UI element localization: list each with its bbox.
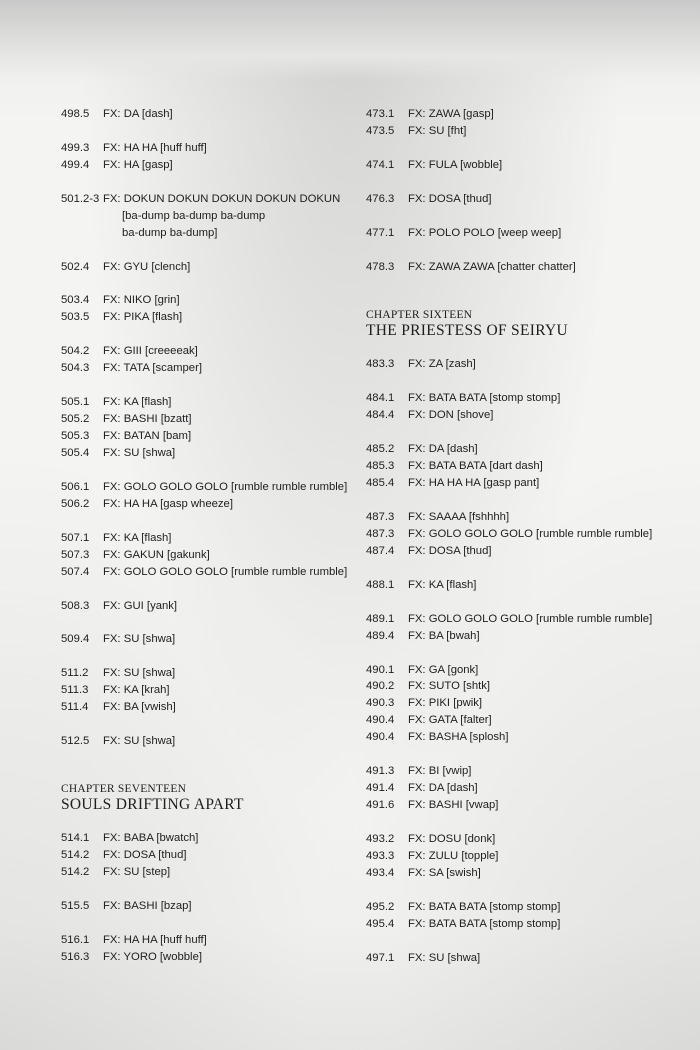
fx-text xyxy=(408,577,666,594)
fx-line: FX: FULA [wobble] xyxy=(408,158,503,171)
page-number: 473.1 xyxy=(366,108,395,120)
page-number: 497.1 xyxy=(366,951,395,964)
fx-text xyxy=(408,899,666,916)
fx-text xyxy=(408,191,666,208)
page-number: 487.3 xyxy=(366,511,395,523)
fx-line: FX: BASHA [splosh] xyxy=(408,731,509,744)
fx-entry xyxy=(366,509,666,526)
fx-line: FX: GIII [creeeeak] xyxy=(103,345,198,358)
page-number: 476.3 xyxy=(366,192,395,205)
fx-line: FX: GOLO GOLO GOLO [rumble rumble rumble] xyxy=(408,612,653,625)
fx-line: FX: GOLO GOLO GOLO [rumble rumble rumble] xyxy=(408,527,653,540)
fx-entry xyxy=(61,191,351,242)
fx-text xyxy=(103,733,351,750)
fx-entry xyxy=(61,140,351,157)
fx-line: FX: GOLO GOLO GOLO [rumble rumble rumble] xyxy=(103,565,348,578)
fx-text xyxy=(103,699,351,716)
page-number: 490.4 xyxy=(366,731,395,744)
fx-entry xyxy=(61,733,351,750)
fx-line: FX: KA [krah] xyxy=(103,684,170,697)
fx-line: FX: BASHI [bzap] xyxy=(103,899,192,912)
fx-entry xyxy=(366,407,666,424)
fx-text xyxy=(103,106,351,123)
fx-text xyxy=(103,932,351,949)
page-number: 508.3 xyxy=(61,599,90,612)
fx-text xyxy=(103,496,351,513)
fx-line: FX: GUI [yank] xyxy=(103,599,178,612)
page-number: 516.3 xyxy=(61,950,90,963)
left-column xyxy=(61,106,351,966)
fx-text xyxy=(408,780,666,797)
page-number: 490.2 xyxy=(366,680,395,693)
fx-entry xyxy=(61,682,351,699)
fx-text xyxy=(408,865,666,882)
page-number: 511.2 xyxy=(61,667,89,680)
page-number: 488.1 xyxy=(366,578,395,591)
fx-text xyxy=(103,830,351,847)
fx-entry xyxy=(61,309,351,326)
fx-line: FX: HA HA HA [gasp pant] xyxy=(408,477,540,490)
page-number: 484.1 xyxy=(366,392,395,405)
page-number: 514.2 xyxy=(61,848,90,861)
fx-text xyxy=(408,509,666,526)
page-number: 516.1 xyxy=(61,933,90,946)
fx-line: FX: HA [gasp] xyxy=(103,158,173,171)
chapter-label: CHAPTER SIXTEEN xyxy=(366,309,473,322)
page-number: 489.4 xyxy=(366,629,395,642)
fx-text xyxy=(408,678,666,695)
fx-line: FX: HA HA [huff huff] xyxy=(103,141,207,154)
page-number: 507.1 xyxy=(61,531,90,544)
fx-line: FX: BASHI [vwap] xyxy=(408,799,499,812)
fx-line: FX: ZAWA ZAWA [chatter chatter] xyxy=(408,260,576,273)
fx-entry xyxy=(61,360,351,377)
fx-text xyxy=(103,665,351,682)
fx-line: FX: DOSA [thud] xyxy=(408,544,492,557)
fx-entry xyxy=(366,191,666,208)
page-number: 493.4 xyxy=(366,866,395,879)
fx-entry xyxy=(61,479,351,496)
page-number: 499.3 xyxy=(61,141,90,154)
fx-text xyxy=(408,225,666,242)
page-number: 505.2 xyxy=(61,413,90,426)
fx-entry xyxy=(366,916,666,933)
fx-text xyxy=(103,445,351,462)
fx-entry xyxy=(61,564,351,581)
fx-line: FX: NIKO [grin] xyxy=(103,294,180,307)
page-number: 505.1 xyxy=(61,396,90,409)
fx-entry xyxy=(366,225,666,242)
fx-entry xyxy=(61,631,351,648)
fx-entry xyxy=(61,598,351,615)
fx-entry xyxy=(366,848,666,865)
fx-line: FX: SUTO [shtk] xyxy=(408,680,491,693)
page-number: 499.4 xyxy=(61,158,90,171)
fx-entry xyxy=(366,458,666,475)
fx-entry xyxy=(61,830,351,847)
fx-entry xyxy=(366,106,666,123)
fx-entry xyxy=(366,475,666,492)
fx-line: FX: BATA BATA [dart dash] xyxy=(408,460,543,473)
fx-entry xyxy=(61,259,351,276)
fx-entry xyxy=(61,106,351,123)
page-number: 502.4 xyxy=(61,260,90,273)
fx-text xyxy=(408,157,666,174)
fx-entry xyxy=(61,445,351,462)
fx-line: FX: GA [gonk] xyxy=(408,663,479,676)
fx-entry xyxy=(61,496,351,513)
page-number: 491.4 xyxy=(366,782,395,795)
fx-line: FX: KA [flash] xyxy=(103,531,172,544)
fx-text xyxy=(408,475,666,492)
fx-text xyxy=(408,763,666,780)
fx-text xyxy=(408,848,666,865)
fx-text xyxy=(103,343,351,360)
fx-line: FX: BA [vwish] xyxy=(103,701,176,714)
fx-text xyxy=(103,259,351,276)
fx-entry xyxy=(61,530,351,547)
fx-entry xyxy=(61,699,351,716)
fx-entry xyxy=(61,157,351,174)
fx-entry xyxy=(366,865,666,882)
fx-entry xyxy=(366,712,666,729)
page-number: 503.4 xyxy=(61,294,90,307)
fx-line: FX: DA [dash] xyxy=(103,108,173,120)
page-number: 495.2 xyxy=(366,900,395,913)
fx-line: FX: ZAWA [gasp] xyxy=(408,108,494,120)
fx-line: FX: DOSA [thud] xyxy=(103,848,187,861)
fx-text xyxy=(408,628,666,645)
fx-line: FX: SU [shwa] xyxy=(408,951,481,964)
fx-line: FX: HA HA [gasp wheeze] xyxy=(103,497,233,510)
fx-line: FX: BABA [bwatch] xyxy=(103,832,199,845)
page-number: 506.2 xyxy=(61,497,90,510)
fx-line: FX: ZA [zash] xyxy=(408,358,476,371)
fx-entry xyxy=(366,678,666,695)
fx-text xyxy=(408,390,666,407)
fx-line: FX: SU [shwa] xyxy=(103,633,176,646)
chapter-heading-sixteen xyxy=(366,309,666,339)
fx-text xyxy=(408,526,666,543)
page-number: 477.1 xyxy=(366,226,395,239)
fx-line: FX: SA [swish] xyxy=(408,866,481,879)
page-number: 490.3 xyxy=(366,697,395,710)
fx-entry xyxy=(61,932,351,949)
fx-text xyxy=(103,564,351,581)
fx-line: FX: HA HA [huff huff] xyxy=(103,933,207,946)
page-number: 503.5 xyxy=(61,311,90,324)
fx-entry xyxy=(61,665,351,682)
fx-line: FX: DON [shove] xyxy=(408,409,494,422)
fx-text xyxy=(103,292,351,309)
fx-entry xyxy=(61,547,351,564)
page-number: 491.3 xyxy=(366,765,395,778)
fx-line: [ba-dump ba-dump ba-dump xyxy=(122,209,266,222)
page-number: 504.2 xyxy=(61,345,90,358)
page-number: 507.4 xyxy=(61,565,90,578)
fx-entry xyxy=(366,899,666,916)
fx-entry xyxy=(366,259,666,276)
page-number: 493.2 xyxy=(366,833,395,846)
fx-line: FX: PIKA [flash] xyxy=(103,311,183,324)
fx-line: FX: BATAN [bam] xyxy=(103,430,192,443)
page-number: 490.4 xyxy=(366,714,395,727)
fx-list-right-a xyxy=(366,106,666,275)
fx-line: FX: PIKI [pwik] xyxy=(408,697,483,710)
page-number: 505.4 xyxy=(61,446,90,459)
page-number: 509.4 xyxy=(61,633,90,646)
fx-text xyxy=(103,847,351,864)
page-number: 498.5 xyxy=(61,108,90,120)
fx-text xyxy=(408,831,666,848)
fx-text xyxy=(408,356,666,373)
chapter-heading-seventeen xyxy=(61,783,351,813)
page-number: 504.3 xyxy=(61,362,90,375)
fx-line: FX: SU [fht] xyxy=(408,124,467,137)
page-number: 474.1 xyxy=(366,158,395,171)
fx-entry xyxy=(61,343,351,360)
fx-text xyxy=(408,441,666,458)
fx-line: FX: BATA BATA [stomp stomp] xyxy=(408,900,561,913)
page-number: 491.6 xyxy=(366,799,395,812)
chapter-title: THE PRIESTESS OF SEIRYU xyxy=(366,322,568,340)
page-number: 514.1 xyxy=(61,832,90,845)
fx-text xyxy=(408,458,666,475)
fx-text xyxy=(103,598,351,615)
fx-line: FX: YORO [wobble] xyxy=(103,950,202,963)
fx-list-right-b xyxy=(366,356,666,966)
fx-line: FX: SU [step] xyxy=(103,865,171,878)
fx-entry xyxy=(366,390,666,407)
fx-line: FX: KA [flash] xyxy=(408,578,477,591)
fx-entry xyxy=(366,577,666,594)
fx-text xyxy=(408,712,666,729)
fx-list-left-a xyxy=(61,106,351,750)
page-number: 501.2-3 xyxy=(61,192,100,205)
page-number: 485.2 xyxy=(366,443,395,456)
fx-line: FX: DOSA [thud] xyxy=(408,192,492,205)
fx-entry xyxy=(366,950,666,967)
fx-line: FX: BASHI [bzatt] xyxy=(103,413,192,426)
fx-text xyxy=(408,662,666,679)
fx-entry xyxy=(366,628,666,645)
page-number: 485.4 xyxy=(366,477,395,490)
fx-text xyxy=(408,123,666,140)
page-number: 495.4 xyxy=(366,917,395,930)
fx-text xyxy=(103,394,351,411)
fx-text xyxy=(103,479,351,496)
fx-text xyxy=(408,611,666,628)
fx-line: FX: GYU [clench] xyxy=(103,260,191,273)
page-number: 515.5 xyxy=(61,899,90,912)
fx-entry xyxy=(61,428,351,445)
fx-entry xyxy=(366,831,666,848)
fx-entry xyxy=(61,949,351,966)
fx-text xyxy=(103,864,351,881)
fx-text xyxy=(408,916,666,933)
fx-entry xyxy=(366,526,666,543)
fx-text xyxy=(103,898,351,915)
page-number: 487.3 xyxy=(366,527,395,540)
fx-text xyxy=(103,309,351,326)
fx-line: FX: ZULU [topple] xyxy=(408,849,499,862)
page-number: 483.3 xyxy=(366,358,395,371)
fx-text xyxy=(408,407,666,424)
page-number: 512.5 xyxy=(61,735,90,748)
fx-entry xyxy=(61,292,351,309)
page-number: 489.1 xyxy=(366,612,395,625)
fx-line: FX: GOLO GOLO GOLO [rumble rumble rumble] xyxy=(103,480,348,493)
fx-entry xyxy=(61,864,351,881)
page-number: 511.4 xyxy=(61,701,89,714)
fx-text xyxy=(103,530,351,547)
fx-text xyxy=(103,411,351,428)
fx-list-left-b xyxy=(61,830,351,966)
chapter-label: CHAPTER SEVENTEEN xyxy=(61,783,187,796)
fx-entry xyxy=(366,543,666,560)
fx-entry xyxy=(366,356,666,373)
fx-line: FX: GAKUN [gakunk] xyxy=(103,548,210,561)
fx-entry xyxy=(366,157,666,174)
fx-text xyxy=(408,543,666,560)
fx-entry xyxy=(366,780,666,797)
page-number: 514.2 xyxy=(61,865,90,878)
fx-text xyxy=(103,140,351,157)
fx-entry xyxy=(61,394,351,411)
page-number: 511.3 xyxy=(61,684,89,697)
page-number: 485.3 xyxy=(366,460,395,473)
fx-line: FX: SU [shwa] xyxy=(103,667,176,680)
fx-text xyxy=(103,428,351,445)
fx-line: FX: DA [dash] xyxy=(408,443,478,456)
page-number: 473.5 xyxy=(366,124,395,137)
fx-line: FX: BA [bwah] xyxy=(408,629,480,642)
fx-entry xyxy=(366,695,666,712)
fx-line: FX: BATA BATA [stomp stomp] xyxy=(408,392,561,405)
page-number: 484.4 xyxy=(366,409,395,422)
fx-text xyxy=(103,157,351,174)
top-shadow-band xyxy=(0,0,700,80)
fx-text xyxy=(103,191,351,242)
fx-entry xyxy=(61,847,351,864)
fx-text xyxy=(408,695,666,712)
fx-entry xyxy=(366,797,666,814)
fx-line: FX: DOSU [donk] xyxy=(408,833,496,846)
fx-line: FX: SAAAA [fshhhh] xyxy=(408,511,510,523)
fx-entry xyxy=(366,611,666,628)
page-number: 507.3 xyxy=(61,548,90,561)
fx-line: FX: SU [shwa] xyxy=(103,446,176,459)
fx-text xyxy=(408,106,666,123)
fx-text xyxy=(103,949,351,966)
fx-line: ba-dump ba-dump] xyxy=(122,226,218,239)
fx-entry xyxy=(366,123,666,140)
chapter-title: SOULS DRIFTING APART xyxy=(61,796,244,814)
fx-text xyxy=(408,950,666,967)
page-number: 478.3 xyxy=(366,260,395,273)
fx-line: FX: DA [dash] xyxy=(408,782,478,795)
fx-entry xyxy=(366,662,666,679)
fx-entry xyxy=(366,763,666,780)
fx-entry xyxy=(366,729,666,746)
fx-text xyxy=(103,631,351,648)
fx-text xyxy=(408,729,666,746)
page-number: 490.1 xyxy=(366,663,395,676)
fx-entry xyxy=(61,898,351,915)
fx-text xyxy=(408,797,666,814)
page-number: 505.3 xyxy=(61,430,90,443)
right-column xyxy=(366,106,666,967)
page-number: 506.1 xyxy=(61,480,90,493)
fx-entry xyxy=(366,441,666,458)
fx-text xyxy=(103,547,351,564)
fx-line: FX: TATA [scamper] xyxy=(103,362,202,375)
page-number: 487.4 xyxy=(366,544,395,557)
fx-line: FX: GATA [falter] xyxy=(408,714,492,727)
page-number: 493.3 xyxy=(366,849,395,862)
fx-line: FX: BI [vwip] xyxy=(408,765,472,778)
fx-line: FX: BATA BATA [stomp stomp] xyxy=(408,917,561,930)
fx-text xyxy=(103,360,351,377)
fx-line: FX: KA [flash] xyxy=(103,396,172,409)
fx-entry xyxy=(61,411,351,428)
fx-text xyxy=(408,259,666,276)
fx-text xyxy=(103,682,351,699)
fx-line: FX: POLO POLO [weep weep] xyxy=(408,226,562,239)
fx-line: FX: DOKUN DOKUN DOKUN DOKUN DOKUN xyxy=(103,192,341,205)
fx-line: FX: SU [shwa] xyxy=(103,735,176,748)
